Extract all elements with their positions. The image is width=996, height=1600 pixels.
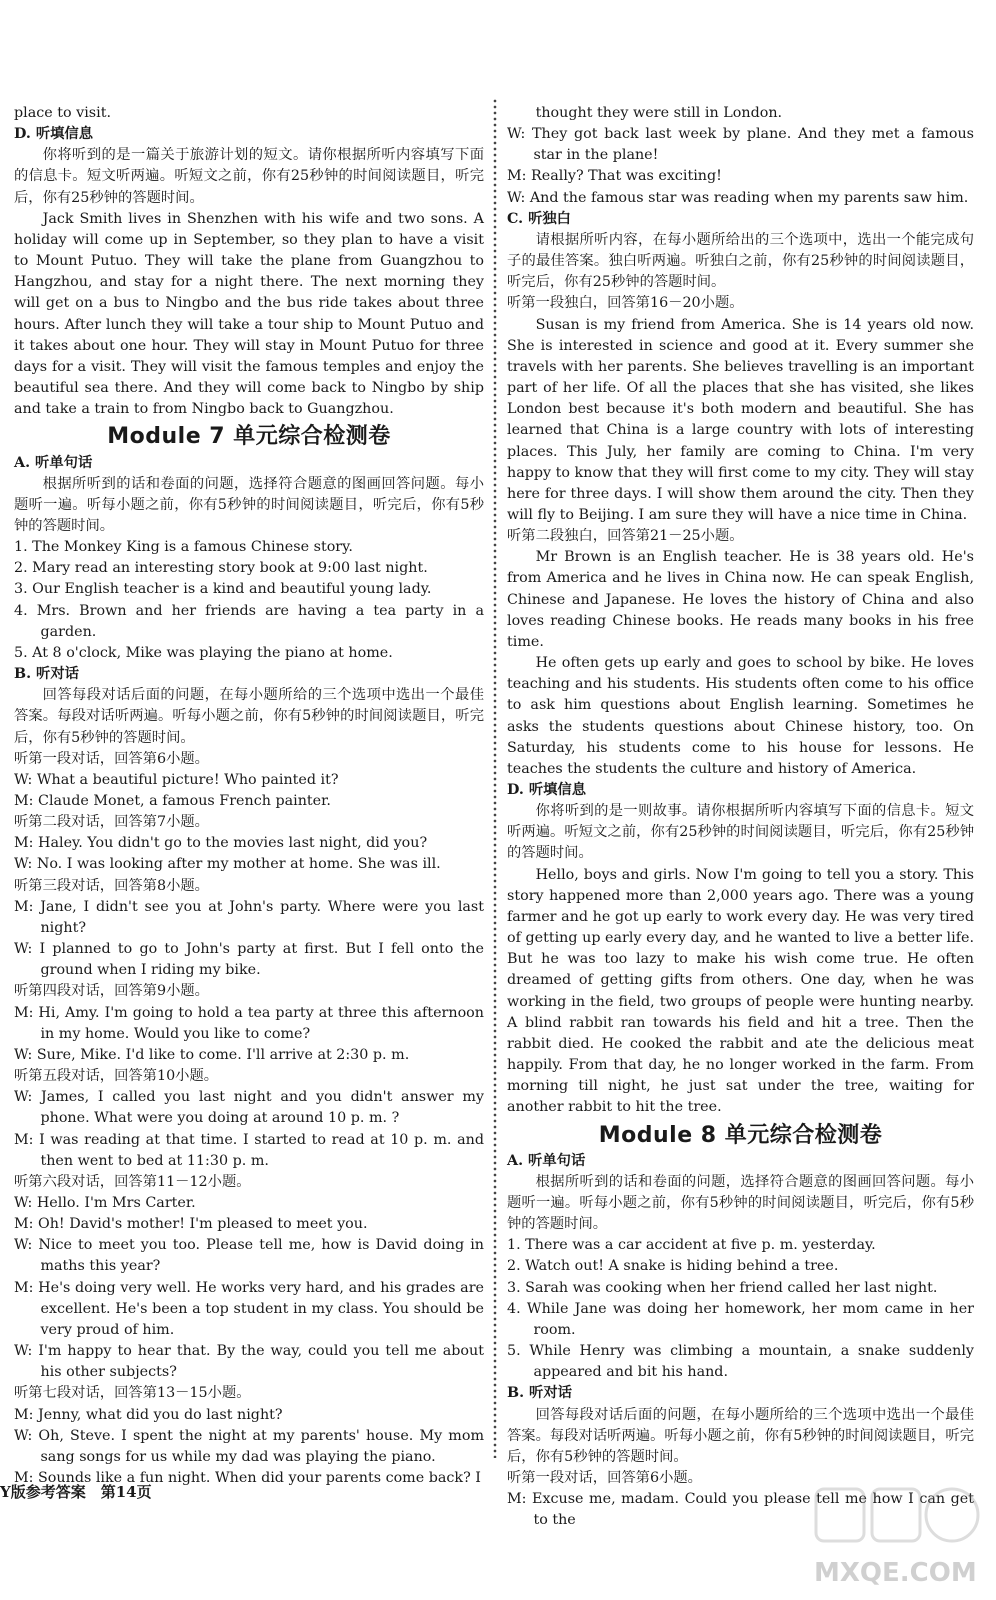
dialogue-line: W: I'm happy to hear that. By the way, could you tell me about his other subjects? xyxy=(14,1343,484,1381)
dialogue-line: M: Jane, I didn't see you at John's party. Where were you last night? xyxy=(14,898,484,936)
dialogue-line: 3. Our English teacher is a kind and beautiful young lady. xyxy=(14,581,432,598)
dialogue-line: M: Jenny, what did you do last night? xyxy=(14,1406,283,1423)
paragraph: Jack Smith lives in Shenzhen with his wife and two sons. A holiday will come up in September, so they plan to have a visit to Mount Putuo. They will take the plane from Guangzhou to Hangzhou, and stay for a night there. The next morning they will get on a bus to Ningbo and the bus ride takes about three hours. After lunch they will take a tour ship to Mount Putuo and it takes about one hour. They will stay in Mount Putuo for three days for a visit. They will visit the famous temples and enjoy the beautiful sea there. And they will come back to Ningbo by ship and take a train to from Ningbo back to Guangzhou. xyxy=(14,210,484,418)
dialogue-line: 3. Sarah was cooking when her friend called her last night. xyxy=(507,1279,938,1296)
instruction-line: 听第二段独白，回答第21－25小题。 xyxy=(507,528,744,545)
section-heading: C. 听独白 xyxy=(507,210,571,227)
instruction-line: 听第一段对话，回答第6小题。 xyxy=(507,1470,702,1486)
instruction-line: 听第五段对话，回答第10小题。 xyxy=(14,1068,219,1085)
section-heading: A. 听单句话 xyxy=(507,1152,586,1169)
dialogue-line: M: I was reading at that time. I started to read at 10 p. m. and then went to bed at 11:30 p. m. xyxy=(14,1131,484,1169)
dialogue-line: M: He's doing very well. He works very hard, and his grades are excellent. He's been a top student in my class. You should be very proud of him. xyxy=(14,1279,484,1338)
paragraph: Susan is my friend from America. She is 14 years old now. She is interested in science and good at it. Every summer she travels with her parents. She believes travelling is an important part of her life. Of all the places that she has visited, she likes London best because it's both modern and beautiful. She has learned that China is a large country with lots of interesting places. This July, her family are coming to China. I'm very happy to know that they will first come to my city. They will stay here for three days. I will show them around the city. Then they will fly to Beijing. I am sure they will have a nice time in China. xyxy=(507,316,974,523)
dialogue-line: W: James, I called you last night and you didn't answer my phone. What were you doing at around 10 p. m. ? xyxy=(14,1089,484,1127)
watermark-domain: MXQE.COM xyxy=(814,1558,977,1588)
paragraph: 你将听到的是一则故事。请你根据所听内容填写下面的信息卡。短文听两遍。听短文之前，你有25秒钟的时间阅读题目，听完后，你有25秒钟的答题时间。 xyxy=(507,803,974,862)
watermark-logo xyxy=(808,1483,988,1595)
column-divider xyxy=(491,98,499,1458)
dialogue-line: 5. While Henry was climbing a mountain, a snake suddenly appeared and bit his hand. xyxy=(507,1343,974,1381)
instruction-line: 听第四段对话，回答第9小题。 xyxy=(14,983,209,1000)
dialogue-line: W: Sure, Mike. I'd like to come. I'll arrive at 2:30 p. m. xyxy=(14,1046,410,1063)
dialogue-line: 2. Watch out! A snake is hiding behind a tree. xyxy=(507,1258,839,1275)
dialogue-line: M: Really? That was exciting! xyxy=(507,168,722,185)
page-footer: Y版参考答案 第14页 xyxy=(0,1483,152,1501)
instruction-line: 听第三段对话，回答第8小题。 xyxy=(14,877,209,894)
right-column xyxy=(507,103,974,1531)
instruction-line: 听第一段独白，回答第16－20小题。 xyxy=(507,295,744,312)
section-heading: D. 听填信息 xyxy=(507,782,587,798)
dialogue-line: M: Excuse me, madam. Could you please tell me how I can get to the xyxy=(507,1491,974,1529)
dialogue-line: 1. The Monkey King is a famous Chinese story. xyxy=(14,539,353,556)
module-title: Module 8 单元综合检测卷 xyxy=(598,1122,883,1148)
paragraph: He often gets up early and goes to school by bike. He loves teaching and his students. His students often come to his office to ask him questions about English learning. Sometimes he asks the students questions about Chinese history, too. On Saturday, his students come to his house for lessons. He teaches the students the culture and history of America. xyxy=(507,655,974,777)
module-title: Module 7 单元综合检测卷 xyxy=(107,424,391,450)
paragraph: 根据所听到的话和卷面的问题，选择符合题意的图画回答问题。每小题听一遍。听每小题之前，你有5秒钟的时间阅读题目，听完后，你有5秒钟的答题时间。 xyxy=(507,1173,974,1233)
section-heading: B. 听对话 xyxy=(14,666,79,683)
paragraph: 请根据所听内容，在每小题所给出的三个选项中，选出一个能完成句子的最佳答案。独白听两遍。听独白之前，你有25秒钟的时间阅读题目，听完后，你有25秒钟的答题时间。 xyxy=(507,231,974,291)
dialogue-line: W: And the famous star was reading when my parents saw him. xyxy=(507,189,969,206)
dialogue-line: M: Claude Monet, a famous French painter. xyxy=(14,793,331,809)
dialogue-line: W: I planned to go to John's party at first. But I fell onto the ground when I riding my bike. xyxy=(14,941,484,979)
section-heading: B. 听对话 xyxy=(507,1385,572,1402)
dialogue-line: thought they were still in London. xyxy=(507,105,783,121)
paragraph: 你将听到的是一篇关于旅游计划的短文。请你根据所听内容填写下面的信息卡。短文听两遍。听短文之前，你有25秒钟的时间阅读题目，听完后，你有25秒钟的答题时间。 xyxy=(14,147,484,206)
paragraph: 根据所听到的话和卷面的问题，选择符合题意的图画回答问题。每小题听一遍。听每小题之前，你有5秒钟的时间阅读题目，听完后，你有5秒钟的答题时间。 xyxy=(14,475,484,534)
dialogue-line: W: No. I was looking after my mother at home. She was ill. xyxy=(14,856,441,873)
dialogue-line: M: Hi, Amy. I'm going to hold a tea party at three this afternoon in my home. Would you like to come? xyxy=(14,1004,484,1042)
dialogue-line: W: Hello. I'm Mrs Carter. xyxy=(14,1194,196,1211)
dialogue-line: M: Oh! David's mother! I'm pleased to meet you. xyxy=(14,1216,368,1233)
dialogue-line: 4. While Jane was doing her homework, her mom came in her room. xyxy=(507,1300,974,1338)
instruction-line: place to visit. xyxy=(14,105,112,121)
paragraph: 回答每段对话后面的问题，在每小题所给的三个选项中选出一个最佳答案。每段对话听两遍。听每小题之前，你有5秒钟的时间阅读题目，听完后，你有5秒钟的答题时间。 xyxy=(507,1406,974,1465)
left-column xyxy=(14,103,484,1489)
section-heading: D. 听填信息 xyxy=(14,126,94,143)
dialogue-line: W: Nice to meet you too. Please tell me, how is David doing in maths this year? xyxy=(14,1237,484,1275)
paragraph: 回答每段对话后面的问题，在每小题所给的三个选项中选出一个最佳答案。每段对话听两遍。听每小题之前，你有5秒钟的时间阅读题目，听完后，你有5秒钟的答题时间。 xyxy=(14,687,484,746)
paragraph: Hello, boys and girls. Now I'm going to tell you a story. This story happened more than 2,000 years ago. There was a young farmer and he got up early to work every day. He was very tired of getting up early every day, and he wanted to live a better life. But he was too lazy to make his wish come true. He often dreamed of getting gifts from others. One day, when he was working in the field, two groups of people were hunting nearby. A blind rabbit ran towards his field and hit a tree. Then the rabbit died. He cooked the rabbit and ate the delicious meat happily. From that day, he no longer worked in the farm. From morning till night, he just sat under the tree, waiting for another rabbit to hit the tree. xyxy=(507,866,974,1116)
dialogue-line: W: They got back last week by plane. And they met a famous star in the plane! xyxy=(507,126,974,164)
instruction-line: 听第六段对话，回答第11－12小题。 xyxy=(14,1173,251,1190)
section-heading: A. 听单句话 xyxy=(14,454,93,471)
instruction-line: 听第七段对话，回答第13－15小题。 xyxy=(14,1385,251,1402)
paragraph: Mr Brown is an English teacher. He is 38 years old. He's from America and he lives in China now. He can speak English, Chinese and Japanese. He loves the history of China and also loves reading Chinese books. He reads many books in his free time. xyxy=(507,549,974,650)
dialogue-line: W: Oh, Steve. I spent the night at my parents' house. My mom sang songs for us while my dad was playing the piano. xyxy=(14,1427,484,1465)
dialogue-line: W: What a beautiful picture! Who painted it? xyxy=(14,771,339,788)
dialogue-line: 1. There was a car accident at five p. m. yesterday. xyxy=(507,1237,876,1254)
dialogue-line: M: Haley. You didn't go to the movies last night, did you? xyxy=(14,835,428,852)
dialogue-line: 2. Mary read an interesting story book at 9:00 last night. xyxy=(14,560,428,577)
dialogue-line: 5. At 8 o'clock, Mike was playing the piano at home. xyxy=(14,644,393,661)
dialogue-line: 4. Mrs. Brown and her friends are having a tea party in a garden. xyxy=(14,602,484,640)
instruction-line: 听第二段对话，回答第7小题。 xyxy=(14,814,209,831)
dialogue-line: M: Sounds like a fun night. When did your parents come back? I xyxy=(14,1470,481,1486)
instruction-line: 听第一段对话，回答第6小题。 xyxy=(14,750,209,767)
